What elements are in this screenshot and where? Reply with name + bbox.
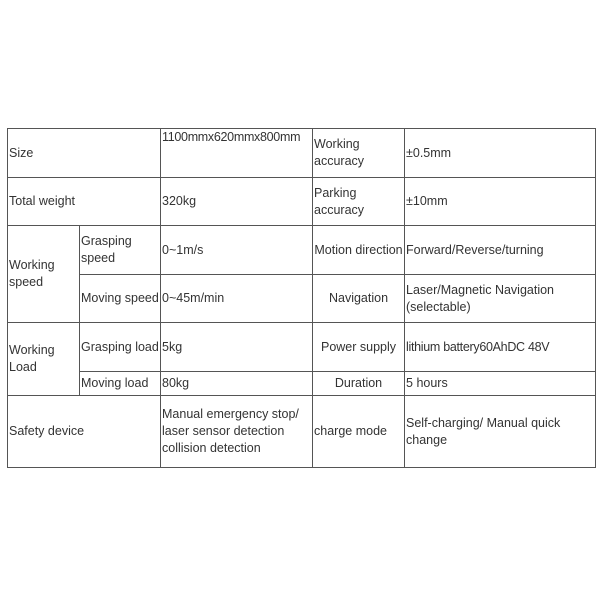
motion-direction-label: Motion direction [313,226,405,275]
safety-device-line-1: Manual emergency stop/ [162,407,299,421]
total-weight-label: Total weight [8,178,161,226]
size-value: 1100mmx620mmx800mm [161,129,313,178]
power-supply-value: lithium battery60AhDC 48V [405,323,596,372]
safety-device-line-2: laser sensor detection [162,424,285,438]
working-load-label: Working Load [8,323,80,396]
grasping-load-label: Grasping load [80,323,161,372]
grasping-speed-label: Grasping speed [80,226,161,275]
moving-load-label: Moving load [80,372,161,396]
table-row-moving-load [8,372,596,396]
parking-accuracy-value: ±10mm [405,178,596,226]
power-supply-label: Power supply [313,323,405,372]
moving-load-value: 80kg [161,372,313,396]
moving-speed-label: Moving speed [80,275,161,323]
duration-value: 5 hours [405,372,596,396]
table-row-total-weight [8,178,596,226]
table-row-grasping-speed [8,226,596,275]
motion-direction-value: Forward/Reverse/turning [405,226,596,275]
table-row-moving-speed [8,275,596,323]
size-label: Size [8,129,161,178]
working-speed-label: Working speed [8,226,80,323]
table-row-grasping-load [8,323,596,372]
charge-mode-label: charge mode [313,396,405,468]
working-accuracy-value: ±0.5mm [405,129,596,178]
grasping-speed-value: 0~1m/s [161,226,313,275]
parking-accuracy-label: Parking accuracy [313,178,405,226]
navigation-label: Navigation [313,275,405,323]
table-row-size [8,129,596,178]
total-weight-value: 320kg [161,178,313,226]
safety-device-value [161,396,313,468]
navigation-value: Laser/Magnetic Navigation (selectable) [405,275,596,323]
working-accuracy-label: Working accuracy [313,129,405,178]
specification-table [7,128,596,468]
safety-device-label: Safety device [8,396,161,468]
moving-speed-value: 0~45m/min [161,275,313,323]
table-row-safety-device [8,396,596,468]
grasping-load-value: 5kg [161,323,313,372]
safety-device-line-3: collision detection [162,441,261,455]
duration-label: Duration [313,372,405,396]
charge-mode-value: Self-charging/ Manual quick change [405,396,596,468]
